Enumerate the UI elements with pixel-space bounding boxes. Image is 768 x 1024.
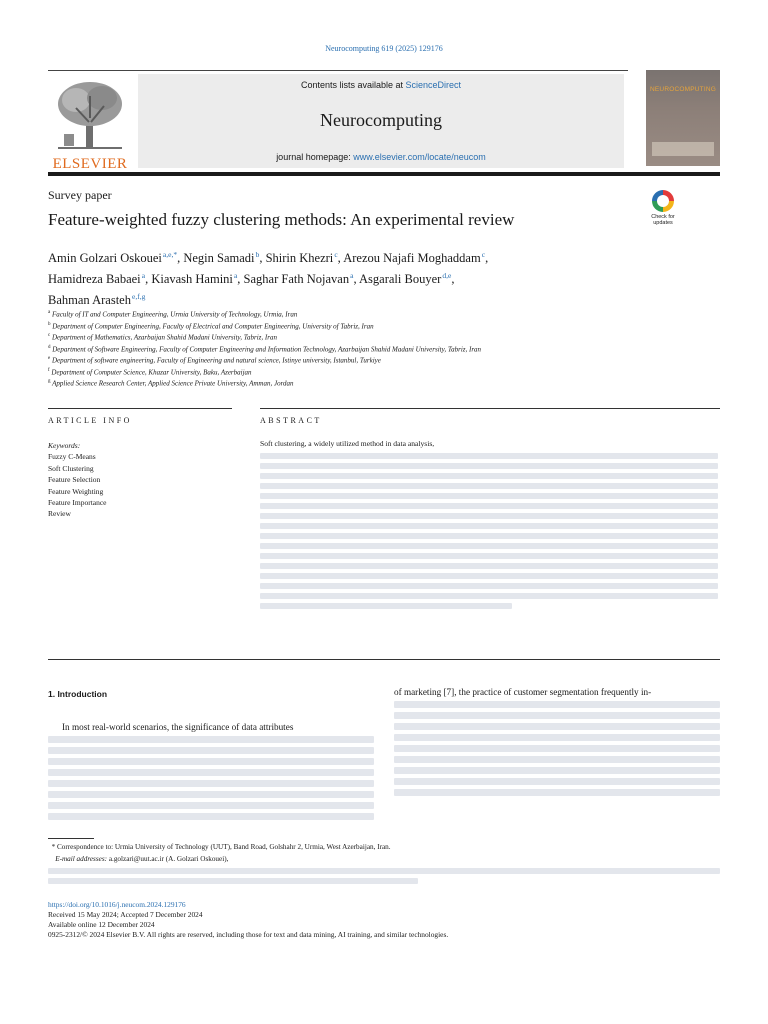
author-name[interactable]: Kiavash Hamini [151,272,233,287]
abstract-text-line [260,463,718,469]
homepage-prefix: journal homepage: [276,152,354,162]
affiliation-text: Department of software engineering, Faculty of Engineering and natural science, Istinye university, Istanbul, Turkiye [51,356,381,365]
check-updates-line2: updates [653,220,673,226]
author-separator: , [237,272,244,287]
doi-link[interactable]: https://doi.org/10.1016/j.neucom.2024.129176 [48,900,186,909]
article-type: Survey paper [48,188,112,202]
affiliation-item [48,354,668,366]
abstract-text-line [260,563,718,569]
affiliation-text: Faculty of IT and Computer Engineering, Urmia University of Technology, Urmia, Iran [51,310,298,319]
intro-paragraph-left: In most real-world scenarios, the significance of data attributes [62,721,294,732]
abstract-text-line [260,573,718,579]
intro-left-text-line [48,780,374,787]
intro-right-column [394,686,720,800]
abstract-text-line [260,603,512,609]
homepage-line [138,152,624,162]
abstract-text [260,438,718,613]
check-updates-line1: Check for [651,214,675,220]
abstract-text-line [260,553,718,559]
author-name[interactable]: Saghar Fath Nojavan [243,272,350,287]
keyword: Review [48,509,71,519]
affiliation-mark: a [48,310,51,315]
affiliation-mark: d [48,344,51,350]
check-for-updates-badge[interactable] [645,190,681,230]
article-info-heading: ARTICLE INFO [48,416,132,425]
abstract-text-line [260,533,718,539]
abstract-rule-top [260,408,720,409]
sciencedirect-link[interactable]: ScienceDirect [405,80,462,90]
abstract-text-line [260,543,718,549]
author-separator: , [485,251,489,266]
publisher-wordmark: ELSEVIER [52,156,128,172]
journal-cover[interactable] [646,70,720,166]
author-affiliation-mark[interactable]: b [255,250,260,259]
affiliation-item [48,366,668,378]
affiliation-item [48,343,668,355]
author-affiliation-mark[interactable]: a [233,271,238,281]
affiliation-item [48,320,668,332]
abstract-rule-bottom [48,659,720,660]
intro-right-text-line [394,745,720,752]
author-affiliation-mark[interactable]: c [481,250,486,259]
received-date: Received 15 May 2024; Accepted 7 December 2024 [48,910,203,919]
affiliation-mark: f [48,367,50,373]
intro-left-text-line [48,813,374,820]
keyword: Feature Importance [48,498,107,508]
keyword: Feature Weighting [48,486,104,496]
author-separator: , [177,251,184,266]
intro-left-text-line [48,747,374,754]
intro-right-text-line [394,756,720,763]
intro-paragraph-right: of marketing [7], the practice of customer segmentation frequently in- [394,687,652,697]
journal-info-band [138,74,624,168]
email-label: E-mail addresses: [55,854,108,863]
author-affiliation-mark[interactable]: a [350,271,354,281]
author-name[interactable]: Hamidreza Babaei [48,272,141,287]
affiliation-item [48,331,668,343]
abstract-text-line [260,593,718,599]
intro-left-text-line [48,791,374,798]
intro-right-text-line [394,723,720,730]
affiliation-item [48,377,668,389]
abstract-text-line [260,523,718,529]
author-name[interactable]: Bahman Arasteh [48,293,131,308]
abstract-text-line [260,583,718,589]
affiliation-mark: b [48,321,51,327]
contents-line [138,80,624,90]
author-name[interactable]: Negin Samadi [183,251,255,266]
author-name[interactable]: Amin Golzari Oskouei [48,251,162,266]
affiliation-item [48,308,668,320]
intro-left-text-line [48,802,374,809]
contents-prefix: Contents lists available at [300,80,406,90]
affiliation-text: Applied Science Research Center, Applied Science Private University, Amman, Jordan [52,379,294,388]
cover-title: NEUROCOMPUTING [650,86,716,93]
intro-right-text-line [394,701,720,708]
abstract-heading: ABSTRACT [260,416,322,425]
header-top-rule [48,70,628,71]
intro-left-text-line [48,769,374,776]
intro-right-text-line [394,767,720,774]
author-affiliation-mark[interactable]: e,f,g [132,292,146,302]
author-affiliation-mark[interactable]: a [141,271,146,281]
author-name[interactable]: Arezou Najafi Moghaddam [343,251,481,266]
abstract-text-line [260,453,718,459]
keywords-label: Keywords: [48,441,81,450]
abstract-text-line [260,513,718,519]
abstract-text-line [260,493,718,499]
available-date: Available online 12 December 2024 [48,920,155,929]
author-affiliation-mark[interactable]: d,e [442,271,452,281]
journal-citation[interactable]: Neurocomputing 619 (2025) 129176 [325,44,443,53]
check-updates-label [645,214,681,226]
affiliation-mark: g [48,379,51,385]
correspondence-note: * Correspondence to: Urmia University of Technology (UUT), Band Road, Golshahr 2, Urmia, West Azerbaijan, Iran. [48,843,391,851]
paper-title: Feature-weighted fuzzy clustering methods: An experimental review [48,210,515,229]
intro-right-text-line [394,734,720,741]
keyword: Fuzzy C-Means [48,452,96,462]
footnote-rule [48,838,94,839]
author-affiliation-mark[interactable]: c [334,250,338,259]
author-separator: , [337,251,344,266]
affiliation-text: Department of Mathematics, Azarbaijan Shahid Madani University, Tabriz, Iran [51,333,277,342]
publisher-logo[interactable] [48,78,132,170]
abstract-text-line [260,503,718,509]
author-separator: , [451,272,455,287]
abstract-text-line [260,473,718,479]
footnotes [48,842,720,888]
email-note [48,854,720,866]
email-text-line [48,868,720,874]
keyword: Feature Selection [48,475,101,485]
affiliation-list [48,308,668,389]
author-name[interactable]: Shirin Khezri [265,251,334,266]
author-separator: , [259,251,266,266]
journal-name: Neurocomputing [320,110,442,130]
correspondence-text: Correspondence to: Urmia University of Technology (UUT), Band Road, Golshahr 2, Urmia, West Azerbaijan, Iran. [56,843,391,851]
email-text-line [48,878,418,884]
author-list [48,246,658,309]
affiliation-mark: c [48,333,51,339]
publication-info [48,900,720,940]
author-separator: , [353,272,360,287]
keyword: Soft Clustering [48,463,94,473]
abstract-text-line [260,483,718,489]
homepage-link[interactable]: www.elsevier.com/locate/neucom [353,152,486,162]
abstract-lead: Soft clustering, a widely utilized method in data analysis, [260,439,435,448]
article-info-rule [48,408,232,409]
affiliation-mark: e [48,356,51,362]
intro-left-text-line [48,736,374,743]
author-separator: , [145,272,152,287]
copyright-notice: 0925-2312/© 2024 Elsevier B.V. All rights are reserved, including those for text and data mining, AI training, and similar technologies. [48,930,449,939]
check-updates-icon [652,190,674,212]
intro-left-text-line [48,758,374,765]
tree-icon [54,78,126,152]
cover-band [652,142,714,156]
keywords-block [48,440,228,520]
intro-right-text-line [394,712,720,719]
affiliation-text: Department of Computer Science, Khazar University, Baku, Azerbaijan [51,367,252,376]
section-heading: 1. Introduction [48,689,108,699]
header-bottom-rule [48,172,720,176]
intro-left-column [48,688,374,824]
intro-right-text-line [394,789,720,796]
journal-header [48,70,720,172]
affiliation-text: Department of Computer Engineering, Faculty of Electrical and Computer Engineering, University of Tabriz, Iran [52,321,374,330]
intro-right-text-line [394,778,720,785]
author-affiliation-mark[interactable]: a,e,* [162,250,178,259]
author-name[interactable]: Asgarali Bouyer [359,272,442,287]
affiliation-text: Department of Software Engineering, Faculty of Computer Engineering and Information Technology, Azarbaijan Shahid Madani University, Tabriz, Iran [52,344,482,353]
email-lead: a.golzari@uut.ac.ir (A. Golzari Oskouei), [108,854,229,863]
